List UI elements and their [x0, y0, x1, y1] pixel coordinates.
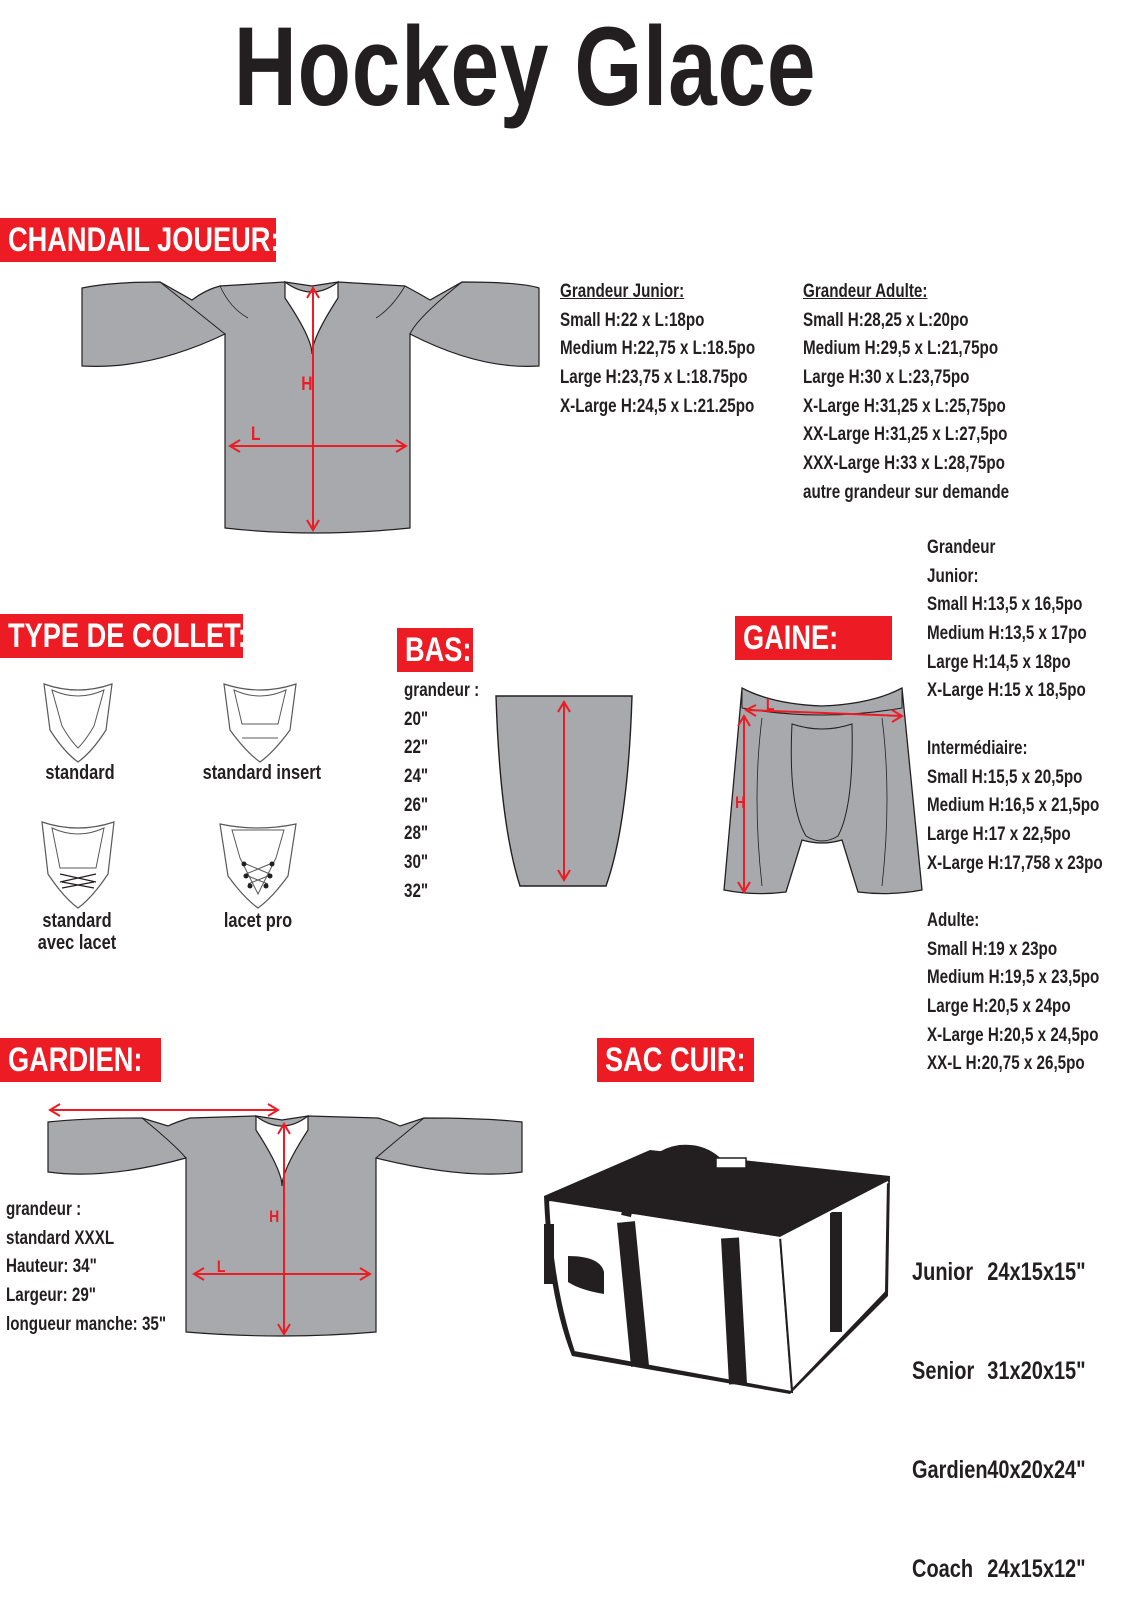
adulte-sizes	[803, 278, 1009, 508]
junior-title: Grandeur Junior:	[560, 281, 685, 302]
size-row: XX-Large H:31,25 x L:27,5po	[803, 424, 1008, 446]
bas-size: 30"	[404, 852, 429, 874]
sac-heading: SAC CUIR:	[597, 1038, 754, 1082]
bas-heading: BAS:	[397, 628, 473, 672]
size-row: Small H:15,5 x 20,5po	[927, 766, 1083, 788]
size-row: Large H:30 x L:23,75po	[803, 367, 970, 389]
page-title: Hockey Glace	[233, 4, 817, 129]
girdle-l-marker: L	[765, 695, 775, 714]
size-row: X-Large H:15 x 18,5po	[927, 680, 1086, 702]
size-row: Large H:23,75 x L:18.75po	[560, 367, 748, 389]
collar-label-avec-lacet: avec lacet	[37, 932, 117, 954]
collar-lacet-pro-icon	[218, 818, 298, 910]
sac-size: 40x20x24"	[987, 1456, 1086, 1484]
gaine-junior-title: Grandeur	[927, 537, 996, 558]
bas-size: 20"	[404, 708, 429, 730]
size-row: X-Large H:20,5 x 24,5po	[927, 1024, 1099, 1046]
goalie-l-marker: L	[216, 1257, 226, 1276]
size-row: X-Large H:31,25 x L:25,75po	[803, 395, 1006, 417]
spec-row: Hauteur: 34"	[6, 1256, 97, 1278]
bas-size: 22"	[404, 737, 429, 759]
girdle-illustration	[722, 686, 924, 896]
size-row: Medium H:29,5 x L:21,75po	[803, 338, 999, 360]
sac-name: Senior	[912, 1357, 975, 1385]
gaine-adulte-title: Adulte:	[927, 909, 980, 931]
size-row: X-Large H:17,758 x 23po	[927, 852, 1103, 874]
size-row: Medium H:16,5 x 21,5po	[927, 795, 1100, 817]
collar-label-lacet-pro: lacet pro	[223, 910, 293, 932]
bas-size: 28"	[404, 823, 429, 845]
size-row: Small H:22 x L:18po	[560, 309, 705, 331]
collar-label-standard-lace: standard	[42, 910, 112, 932]
hockey-bag-illustration	[540, 1136, 894, 1398]
bas-size: 26"	[404, 794, 429, 816]
size-row: XX-L H:20,75 x 26,5po	[927, 1053, 1085, 1075]
sock-illustration	[494, 694, 634, 888]
bas-size: 24"	[404, 766, 429, 788]
size-row: Small H:19 x 23po	[927, 938, 1058, 960]
gardien-heading: GARDIEN:	[0, 1038, 161, 1082]
bas-sizes	[404, 677, 479, 907]
collar-standard-insert-icon	[222, 676, 298, 764]
bas-size: 32"	[404, 880, 429, 902]
sac-name: Junior	[912, 1258, 974, 1286]
sac-row	[912, 1256, 1086, 1289]
sac-row	[912, 1355, 1086, 1388]
sac-size: 24x15x12"	[987, 1555, 1086, 1583]
girdle-h-marker: H	[735, 793, 746, 812]
junior-sizes	[560, 278, 755, 421]
goalie-h-marker: H	[269, 1207, 280, 1226]
sac-name: Gardien	[912, 1456, 988, 1484]
jersey-h-marker: H	[301, 374, 313, 395]
collar-standard-lace-icon	[40, 816, 116, 910]
sac-row	[912, 1553, 1086, 1586]
size-row: Small H:13,5 x 16,5po	[927, 594, 1083, 616]
size-row: Large H:20,5 x 24po	[927, 996, 1071, 1017]
collar-standard-icon	[42, 676, 114, 764]
sac-size: 24x15x15"	[987, 1258, 1086, 1286]
gaine-inter-title: Intermédiaire:	[927, 737, 1028, 759]
spec-row: Largeur: 29"	[6, 1285, 96, 1307]
chandail-heading: CHANDAIL JOUEUR:	[0, 218, 276, 262]
collet-heading: TYPE DE COLLET:	[0, 614, 243, 658]
size-row: Medium H:13,5 x 17po	[927, 623, 1087, 645]
gardien-specs	[6, 1196, 166, 1339]
gaine-heading: GAINE:	[735, 616, 892, 660]
spec-row: longueur manche: 35"	[6, 1313, 167, 1335]
bas-label: grandeur :	[404, 680, 480, 701]
size-row: Large H:14,5 x 18po	[927, 651, 1071, 673]
size-row: XXX-Large H:33 x L:28,75po	[803, 453, 1005, 475]
collar-label-standard-insert: standard insert	[202, 762, 322, 784]
sac-row	[912, 1454, 1086, 1487]
size-row: autre grandeur sur demande	[803, 481, 1010, 503]
spec-row: grandeur :	[6, 1199, 82, 1220]
sac-name: Coach	[912, 1555, 974, 1583]
gaine-sizes	[927, 534, 1103, 1079]
player-jersey-illustration	[80, 278, 542, 536]
size-row: Medium H:19,5 x 23,5po	[927, 967, 1100, 989]
size-row: Small H:28,25 x L:20po	[803, 309, 969, 331]
size-row: Medium H:22,75 x L:18.5po	[560, 338, 756, 360]
size-row: X-Large H:24,5 x L:21.25po	[560, 395, 755, 417]
jersey-l-marker: L	[251, 424, 261, 445]
adulte-title: Grandeur Adulte:	[803, 281, 928, 302]
spec-row: standard XXXL	[6, 1227, 115, 1249]
size-row: Large H:17 x 22,5po	[927, 823, 1071, 845]
collar-label-standard: standard	[45, 762, 115, 784]
gaine-junior-title2: Junior:	[927, 565, 979, 587]
sac-size: 31x20x15"	[987, 1357, 1086, 1385]
sac-table	[912, 1190, 1086, 1619]
